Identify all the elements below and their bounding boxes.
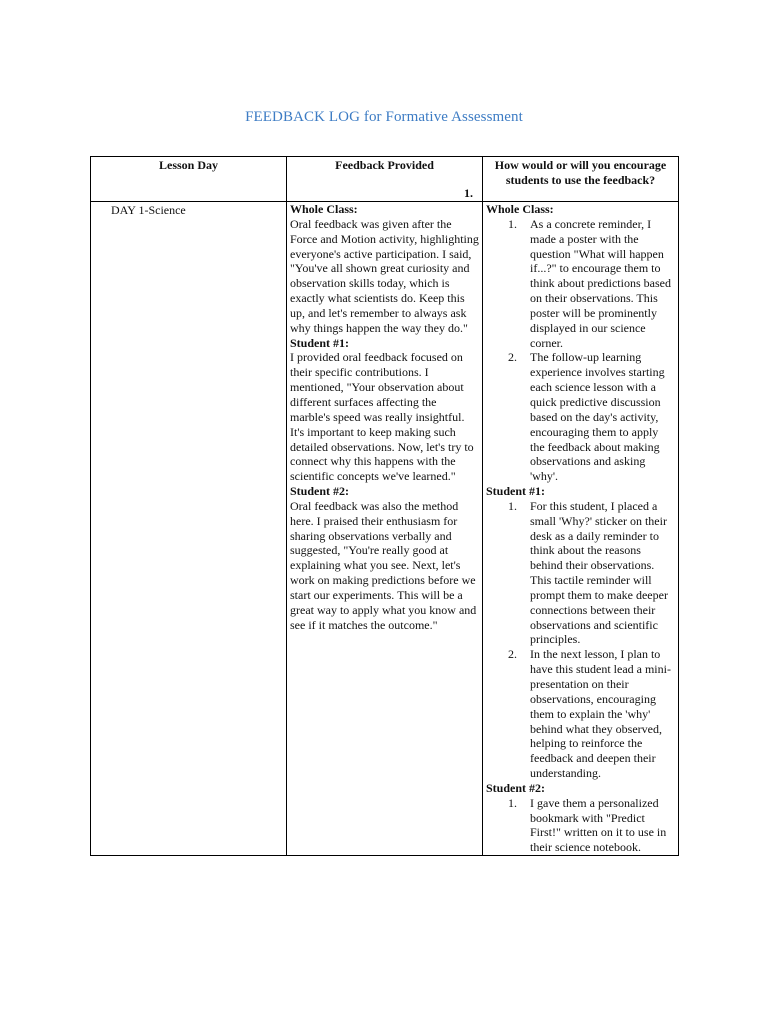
student1-feedback: I provided oral feedback focused on their specific contributions. I mentioned, "Your observation about different surfaces affecting the marble's speed was really insightful. It's important to keep making such detailed observations. Now, let's try to connect why this happens with the scientific concepts we've learned.": [290, 350, 474, 484]
table-header-row: [91, 157, 679, 202]
header-feedback-label: Feedback Provided: [335, 158, 434, 172]
student1-list: [486, 499, 675, 781]
whole-class-list: [486, 217, 675, 484]
whole-class-label: Whole Class:: [290, 202, 358, 216]
feedback-provided-cell: [287, 202, 483, 856]
whole-class-label: Whole Class:: [486, 202, 554, 216]
list-item: 2. In the next lesson, I plan to have this student lead a mini-presentation on their observations, encouraging them to explain the 'why' behind what they observed, helping to reinforce the feedback and deepen their understanding.: [508, 647, 671, 781]
feedback-log-table: [90, 156, 679, 856]
lesson-day-cell: DAY 1-Science: [91, 202, 287, 856]
document-title: FEEDBACK LOG for Formative Assessment: [245, 109, 523, 125]
header-encourage: How would or will you encourage students to use the feedback?: [483, 157, 679, 202]
list-item: 1. As a concrete reminder, I made a poster with the question "What will happen if...?" to encourage them to think about predictions based on their observations. This poster will be prominently displayed in our science corner.: [508, 216, 671, 350]
student2-label: Student #2:: [486, 780, 546, 795]
list-item: 1. I gave them a personalized bookmark with "Predict First!" written on it to use in their science notebook.: [508, 795, 667, 855]
student1-label: Student #1:: [290, 335, 350, 350]
list-item: 1. For this student, I placed a small 'Why?' sticker on their desk as a daily reminder to think about the reasons behind their observations. This tactile reminder will prompt them to make deeper connections between their observations and scientific principles.: [508, 498, 668, 647]
table-row: [91, 202, 679, 856]
encourage-cell: [483, 202, 679, 856]
header-list-number: 1.: [464, 186, 473, 201]
student2-list: [486, 796, 675, 855]
list-item: 2. The follow-up learning experience involves starting each science lesson with a quick predictive discussion based on the day's activity, encouraging them to apply the feedback about making observations and asking 'why'.: [508, 350, 665, 484]
header-lesson-day: Lesson Day: [91, 157, 287, 202]
student1-label: Student #1:: [486, 484, 546, 499]
student2-feedback: Oral feedback was also the method here. I praised their enthusiasm for sharing observations verbally and suggested, "You're really good at explaining what you see. Next, let's work on making predictions before we start our experiments. This will be a great way to apply what you know and see if it matches the outcome.": [290, 498, 477, 632]
whole-class-feedback: Oral feedback was given after the Force and Motion activity, highlighting everyone's active participation. I said, "You've all shown great curiosity and observation skills today, which is exactly what scientists do. Keep this up, and let's remember to always ask why things happen the way they do.": [290, 216, 479, 335]
header-feedback-provided: [287, 157, 483, 202]
student2-label: Student #2:: [290, 484, 350, 499]
